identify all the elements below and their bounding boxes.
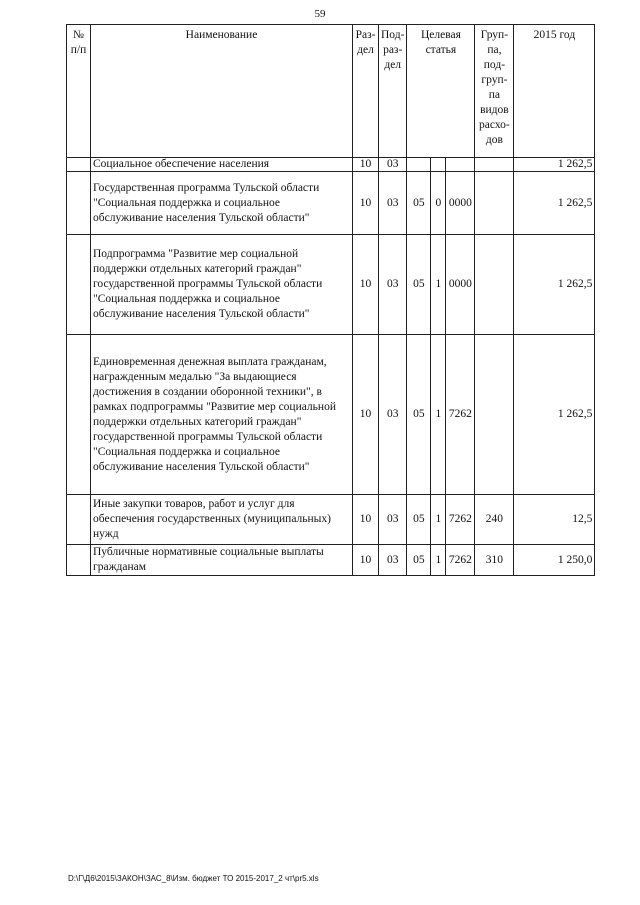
row-podrazdel: 03	[379, 235, 407, 335]
row-target-program: 05	[407, 235, 431, 335]
row-expense-group	[475, 172, 514, 235]
row-razdel: 10	[353, 235, 379, 335]
row-target-direction: 0000	[446, 235, 475, 335]
row-amount: 1 262,5	[514, 235, 595, 335]
row-podrazdel: 03	[379, 335, 407, 495]
row-target-subprogram: 1	[431, 495, 446, 545]
header-expense-group: Груп-па, под-груп-па видов расхо-дов	[475, 25, 514, 158]
header-name: Наименование	[91, 25, 353, 158]
row-target-direction: 7262	[446, 495, 475, 545]
header-year: 2015 год	[514, 25, 595, 158]
row-razdel: 10	[353, 545, 379, 576]
row-expense-group	[475, 158, 514, 172]
row-target-subprogram: 0	[431, 172, 446, 235]
row-amount: 1 250,0	[514, 545, 595, 576]
row-target-program	[407, 158, 431, 172]
header-num: № п/п	[67, 25, 91, 158]
row-expense-group: 310	[475, 545, 514, 576]
row-target-subprogram: 1	[431, 235, 446, 335]
row-target-subprogram	[431, 158, 446, 172]
table-row	[67, 158, 595, 172]
budget-table	[66, 24, 595, 576]
table-row	[67, 235, 595, 335]
row-num	[67, 335, 91, 495]
row-target-program: 05	[407, 172, 431, 235]
row-target-program: 05	[407, 545, 431, 576]
row-podrazdel: 03	[379, 545, 407, 576]
table-row	[67, 545, 595, 576]
row-amount: 1 262,5	[514, 172, 595, 235]
row-name: Государственная программа Тульской области "Социальная поддержка и социальное обслуживание населения Тульской области"	[91, 172, 353, 235]
row-podrazdel: 03	[379, 172, 407, 235]
table-row	[67, 335, 595, 495]
row-name: Публичные нормативные социальные выплаты гражданам	[91, 545, 353, 576]
row-amount: 1 262,5	[514, 158, 595, 172]
row-target-direction: 7262	[446, 335, 475, 495]
table-row	[67, 495, 595, 545]
row-num	[67, 158, 91, 172]
row-target-subprogram: 1	[431, 335, 446, 495]
row-target-program: 05	[407, 495, 431, 545]
row-target-direction: 0000	[446, 172, 475, 235]
table-row	[67, 172, 595, 235]
row-amount: 1 262,5	[514, 335, 595, 495]
row-expense-group: 240	[475, 495, 514, 545]
row-razdel: 10	[353, 172, 379, 235]
header-razdel: Раз-дел	[353, 25, 379, 158]
row-razdel: 10	[353, 158, 379, 172]
row-podrazdel: 03	[379, 158, 407, 172]
header-target-article: Целевая статья	[407, 25, 475, 158]
row-name: Социальное обеспечение населения	[91, 158, 353, 172]
row-target-program: 05	[407, 335, 431, 495]
row-name: Единовременная денежная выплата гражданам, награжденным медалью "За выдающиеся достижения в создании оборонной техники", в рамках подпрограммы "Развитие мер социальной поддержки отдельных категорий граждан" государственной программы Тульской области "Социальная поддержка и социальное обслуживание населения Тульской области"	[91, 335, 353, 495]
footer-file-path: D:\Г\Д6\2015\ЗАКОН\ЗАС_8\Изм. бюджет ТО 2015-2017_2 чт\pr5.xls	[68, 874, 319, 883]
header-podrazdel: Под-раз-дел	[379, 25, 407, 158]
row-target-direction	[446, 158, 475, 172]
row-num	[67, 495, 91, 545]
row-num	[67, 545, 91, 576]
row-target-direction: 7262	[446, 545, 475, 576]
row-expense-group	[475, 335, 514, 495]
row-num	[67, 235, 91, 335]
row-amount: 12,5	[514, 495, 595, 545]
table-header-row	[67, 25, 595, 158]
row-razdel: 10	[353, 335, 379, 495]
row-name: Подпрограмма "Развитие мер социальной поддержки отдельных категорий граждан" государственной программы Тульской области "Социальная поддержка и социальное обслуживание населения Тульской области"	[91, 235, 353, 335]
row-target-subprogram: 1	[431, 545, 446, 576]
row-expense-group	[475, 235, 514, 335]
row-podrazdel: 03	[379, 495, 407, 545]
page-number: 59	[314, 8, 326, 20]
row-name: Иные закупки товаров, работ и услуг для обеспечения государственных (муниципальных) нужд	[91, 495, 353, 545]
row-num	[67, 172, 91, 235]
row-razdel: 10	[353, 495, 379, 545]
